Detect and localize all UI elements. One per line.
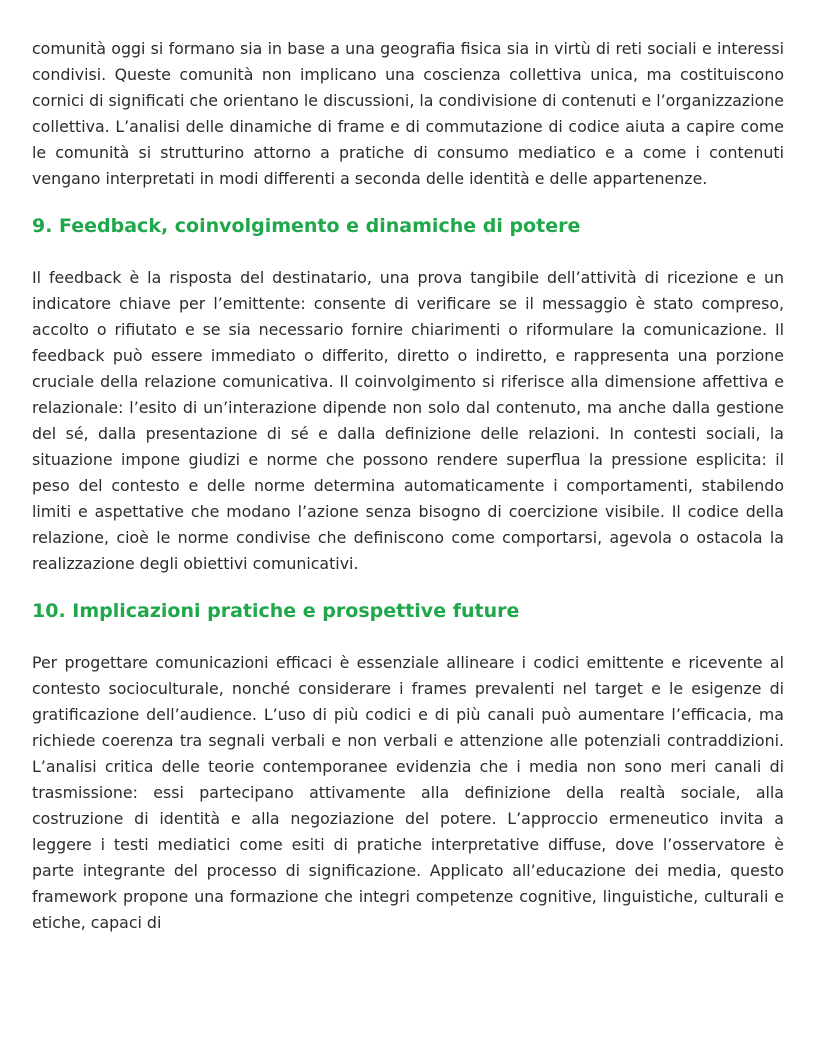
section-9-heading: 9. Feedback, coinvolgimento e dinamiche di potere (32, 215, 581, 237)
intro-paragraph: comunità oggi si formano sia in base a una geografia fisica sia in virtù di reti sociali e interessi condivisi. Queste comunità non implicano una coscienza collettiva unica, ma costituiscono cornici di significati che orientano le discussioni, la condivisione di contenuti e l’organizzazione collettiva. L’analisi delle dinamiche di frame e di commutazione di codice aiuta a capire come le comunità si strutturino attorno a pratiche di consumo mediatico e a come i contenuti vengano interpretati in modi differenti a seconda delle identità e delle appartenenze. (32, 39, 784, 188)
document-page (32, 36, 784, 936)
section-9-paragraph: Il feedback è la risposta del destinatario, una prova tangibile dell’attività di ricezione e un indicatore chiave per l’emittente: consente di verificare se il messaggio è stato compreso, accolto o rifiutato e se sia necessario fornire chiarimenti o riformulare la comunicazione. Il feedback può essere immediato o differito, diretto o indiretto, e rappresenta una porzione cruciale della relazione comunicativa. Il coinvolgimento si riferisce alla dimensione affettiva e relazionale: l’esito di un’interazione dipende non solo dal contenuto, ma anche dalla gestione del sé, dalla presentazione di sé e dalla definizione delle relazioni. In contesti sociali, la situazione impone giudizi e norme che possono rendere superflua la pressione esplicita: il peso del contesto e delle norme determina automaticamente i comportamenti, stabilendo limiti e aspettative che modano l’azione senza bisogno di coercizione visibile. Il codice della relazione, cioè le norme condivise che definiscono come comportarsi, agevola o ostacola la realizzazione degli obiettivi comunicativi. (32, 268, 784, 573)
section-10-paragraph: Per progettare comunicazioni efficaci è essenziale allineare i codici emittente e ricevente al contesto socioculturale, nonché considerare i frames prevalenti nel target e le esigenze di gratificazione dell’audience. L’uso di più codici e di più canali può aumentare l’efficacia, ma richiede coerenza tra segnali verbali e non verbali e attenzione alle potenziali contraddizioni. L’analisi critica delle teorie contemporanee evidenzia che i media non sono meri canali di trasmissione: essi partecipano attivamente alla definizione della realtà sociale, alla costruzione di identità e alla negoziazione del potere. L’approccio ermeneutico invita a leggere i testi mediatici come esiti di pratiche interpretative diffuse, dove l’osservatore è parte integrante del processo di significazione. Applicato all’educazione dei media, questo framework propone una formazione che integri competenze cognitive, linguistiche, culturali e etiche, capaci di (32, 653, 784, 932)
section-10-heading: 10. Implicazioni pratiche e prospettive future (32, 600, 520, 622)
